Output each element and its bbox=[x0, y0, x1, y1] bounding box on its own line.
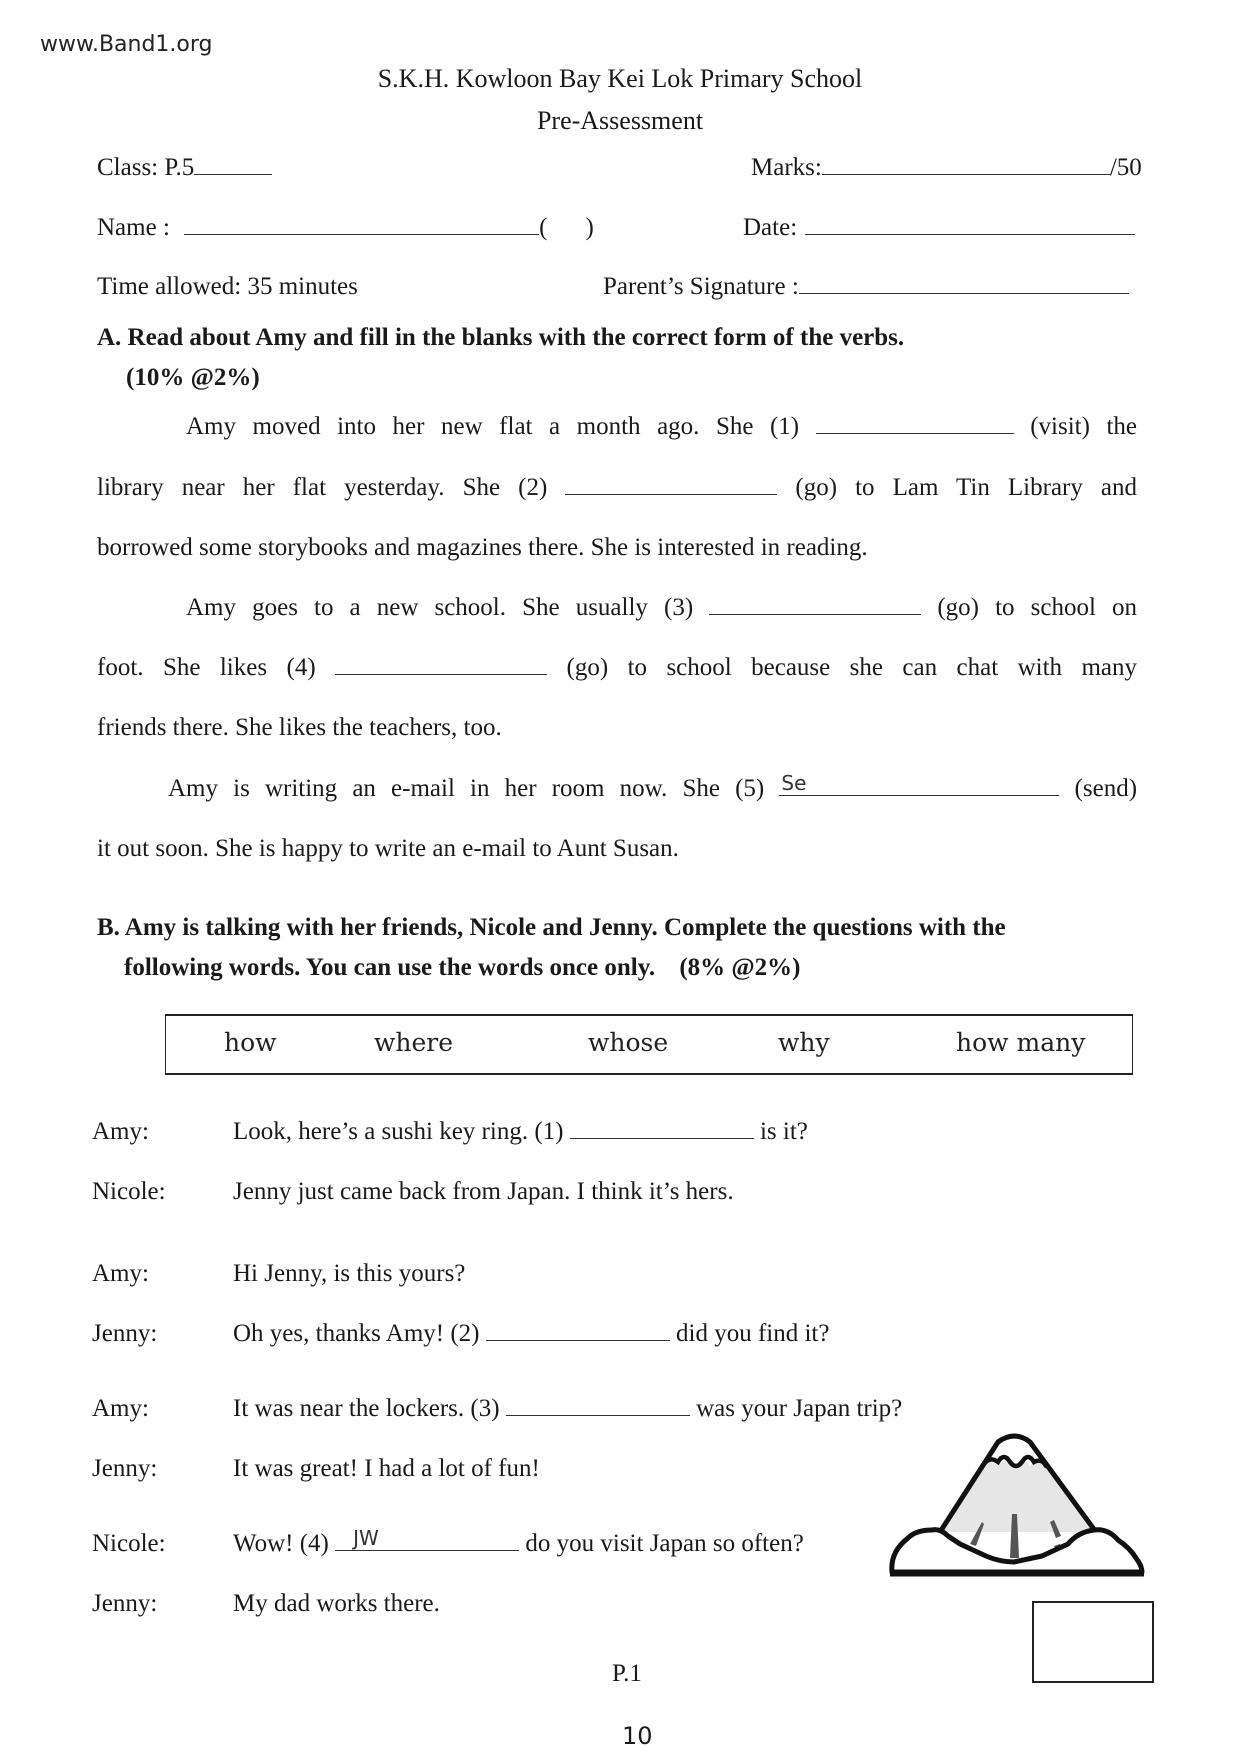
passage-text: (go) to Lam Tin Library and bbox=[795, 474, 1138, 501]
passage-line bbox=[186, 594, 1137, 622]
dialogue-line: Jenny just came back from Japan. I think it’s hers. bbox=[233, 1178, 734, 1205]
marks-total: /50 bbox=[1109, 154, 1142, 181]
speaker-label: Nicole: bbox=[92, 1178, 166, 1205]
watermark: www.Band1.org bbox=[40, 32, 213, 57]
answer-blank-a4[interactable] bbox=[335, 654, 547, 675]
handwritten-mark: Se bbox=[781, 771, 807, 795]
marks-blank[interactable] bbox=[822, 173, 1110, 175]
dialogue-text: did you find it? bbox=[676, 1320, 830, 1347]
dialogue-line: My dad works there. bbox=[233, 1590, 440, 1617]
answer-blank-b1[interactable] bbox=[570, 1118, 754, 1139]
answer-blank-b4[interactable] bbox=[335, 1526, 519, 1551]
passage-line bbox=[97, 654, 1137, 682]
marks-field[interactable] bbox=[751, 154, 1142, 182]
date-blank[interactable] bbox=[805, 233, 1135, 235]
word-bank-item: how bbox=[224, 1028, 277, 1057]
passage-text: (send) bbox=[1074, 775, 1138, 802]
answer-blank-a1[interactable] bbox=[816, 413, 1014, 434]
word-bank-item: how many bbox=[956, 1028, 1086, 1057]
passage-text: (go) to school on bbox=[937, 594, 1137, 621]
dialogue-text: do you visit Japan so often? bbox=[525, 1530, 804, 1557]
passage-line bbox=[186, 413, 1137, 441]
signature-field[interactable] bbox=[603, 273, 1129, 301]
word-bank-item: where bbox=[374, 1028, 454, 1057]
passage-line: it out soon. She is happy to write an e-mail to Aunt Susan. bbox=[97, 835, 679, 862]
class-number-paren-close: ) bbox=[585, 214, 594, 241]
dialogue-text: Look, here’s a sushi key ring. (1) bbox=[233, 1118, 564, 1145]
answer-blank-a5[interactable] bbox=[779, 771, 1059, 796]
passage-line: friends there. She likes the teachers, too. bbox=[97, 714, 502, 741]
dialogue-text: Wow! (4) bbox=[233, 1530, 329, 1557]
speaker-label: Amy: bbox=[92, 1260, 149, 1287]
passage-text: (visit) the bbox=[1030, 413, 1138, 440]
section-b-heading: B. Amy is talking with her friends, Nicole and Jenny. Complete the questions with the bbox=[97, 914, 1006, 941]
page-title: Pre-Assessment bbox=[536, 106, 704, 135]
mount-fuji-icon bbox=[886, 1432, 1150, 1578]
section-a-marks: (10% @2%) bbox=[126, 364, 260, 391]
passage-line: borrowed some storybooks and magazines there. She is interested in reading. bbox=[97, 534, 868, 561]
dialogue-line bbox=[233, 1395, 902, 1423]
dialogue-line bbox=[233, 1320, 829, 1348]
dialogue-line: Hi Jenny, is this yours? bbox=[233, 1260, 466, 1287]
dialogue-text: was your Japan trip? bbox=[696, 1395, 903, 1422]
dialogue-line: It was great! I had a lot of fun! bbox=[233, 1455, 540, 1482]
dialogue-line bbox=[233, 1526, 804, 1558]
dialogue-text: It was near the lockers. (3) bbox=[233, 1395, 500, 1422]
passage-text: foot. She likes (4) bbox=[97, 654, 316, 681]
answer-blank-b3[interactable] bbox=[506, 1395, 690, 1416]
score-box[interactable] bbox=[1032, 1601, 1154, 1683]
passage-text: (go) to school because she can chat with many bbox=[566, 654, 1137, 681]
answer-blank-b2[interactable] bbox=[486, 1320, 670, 1341]
section-b-heading-line2 bbox=[124, 954, 800, 982]
passage-text: Amy is writing an e-mail in her room now. She (5) bbox=[168, 775, 765, 802]
signature-label: Parent’s Signature : bbox=[603, 273, 799, 300]
class-field[interactable] bbox=[97, 154, 272, 182]
speaker-label: Amy: bbox=[92, 1395, 149, 1422]
passage-text: library near her flat yesterday. She (2) bbox=[97, 474, 548, 501]
section-b-instructions: following words. You can use the words once only. bbox=[124, 954, 656, 981]
speaker-label: Jenny: bbox=[92, 1455, 158, 1482]
page-label: P.1 bbox=[612, 1660, 642, 1687]
handwritten-mark: JW bbox=[353, 1526, 379, 1550]
name-label: Name : bbox=[97, 214, 170, 241]
signature-blank[interactable] bbox=[799, 292, 1129, 294]
school-name: S.K.H. Kowloon Bay Kei Lok Primary School bbox=[377, 64, 863, 93]
name-blank[interactable] bbox=[184, 233, 539, 235]
class-label: Class: P.5 bbox=[97, 154, 195, 181]
speaker-label: Jenny: bbox=[92, 1590, 158, 1617]
name-field[interactable] bbox=[97, 214, 594, 242]
speaker-label: Nicole: bbox=[92, 1530, 166, 1557]
word-bank-item: why bbox=[778, 1028, 830, 1057]
class-blank[interactable] bbox=[194, 173, 272, 175]
time-allowed: Time allowed: 35 minutes bbox=[97, 273, 358, 300]
answer-blank-a2[interactable] bbox=[565, 474, 777, 495]
dialogue-text: is it? bbox=[759, 1118, 808, 1145]
word-bank-item: whose bbox=[588, 1028, 669, 1057]
answer-blank-a3[interactable] bbox=[709, 594, 921, 615]
dialogue-line bbox=[233, 1118, 808, 1146]
passage-line bbox=[168, 771, 1138, 803]
speaker-label: Jenny: bbox=[92, 1320, 158, 1347]
speaker-label: Amy: bbox=[92, 1118, 149, 1145]
marks-label: Marks: bbox=[751, 154, 822, 181]
date-label: Date: bbox=[743, 214, 798, 241]
section-b-marks: (8% @2%) bbox=[679, 954, 801, 981]
section-a-heading: A. Read about Amy and fill in the blanks with the correct form of the verbs. bbox=[97, 324, 905, 351]
passage-line bbox=[97, 474, 1137, 502]
date-field[interactable] bbox=[743, 214, 1135, 242]
passage-text: Amy goes to a new school. She usually (3) bbox=[186, 594, 694, 621]
class-number-paren-open: ( bbox=[539, 214, 548, 241]
word-bank bbox=[165, 1014, 1133, 1075]
passage-text: Amy moved into her new flat a month ago. She (1) bbox=[186, 413, 800, 440]
page-number: 10 bbox=[622, 1722, 653, 1750]
dialogue-text: Oh yes, thanks Amy! (2) bbox=[233, 1320, 480, 1347]
